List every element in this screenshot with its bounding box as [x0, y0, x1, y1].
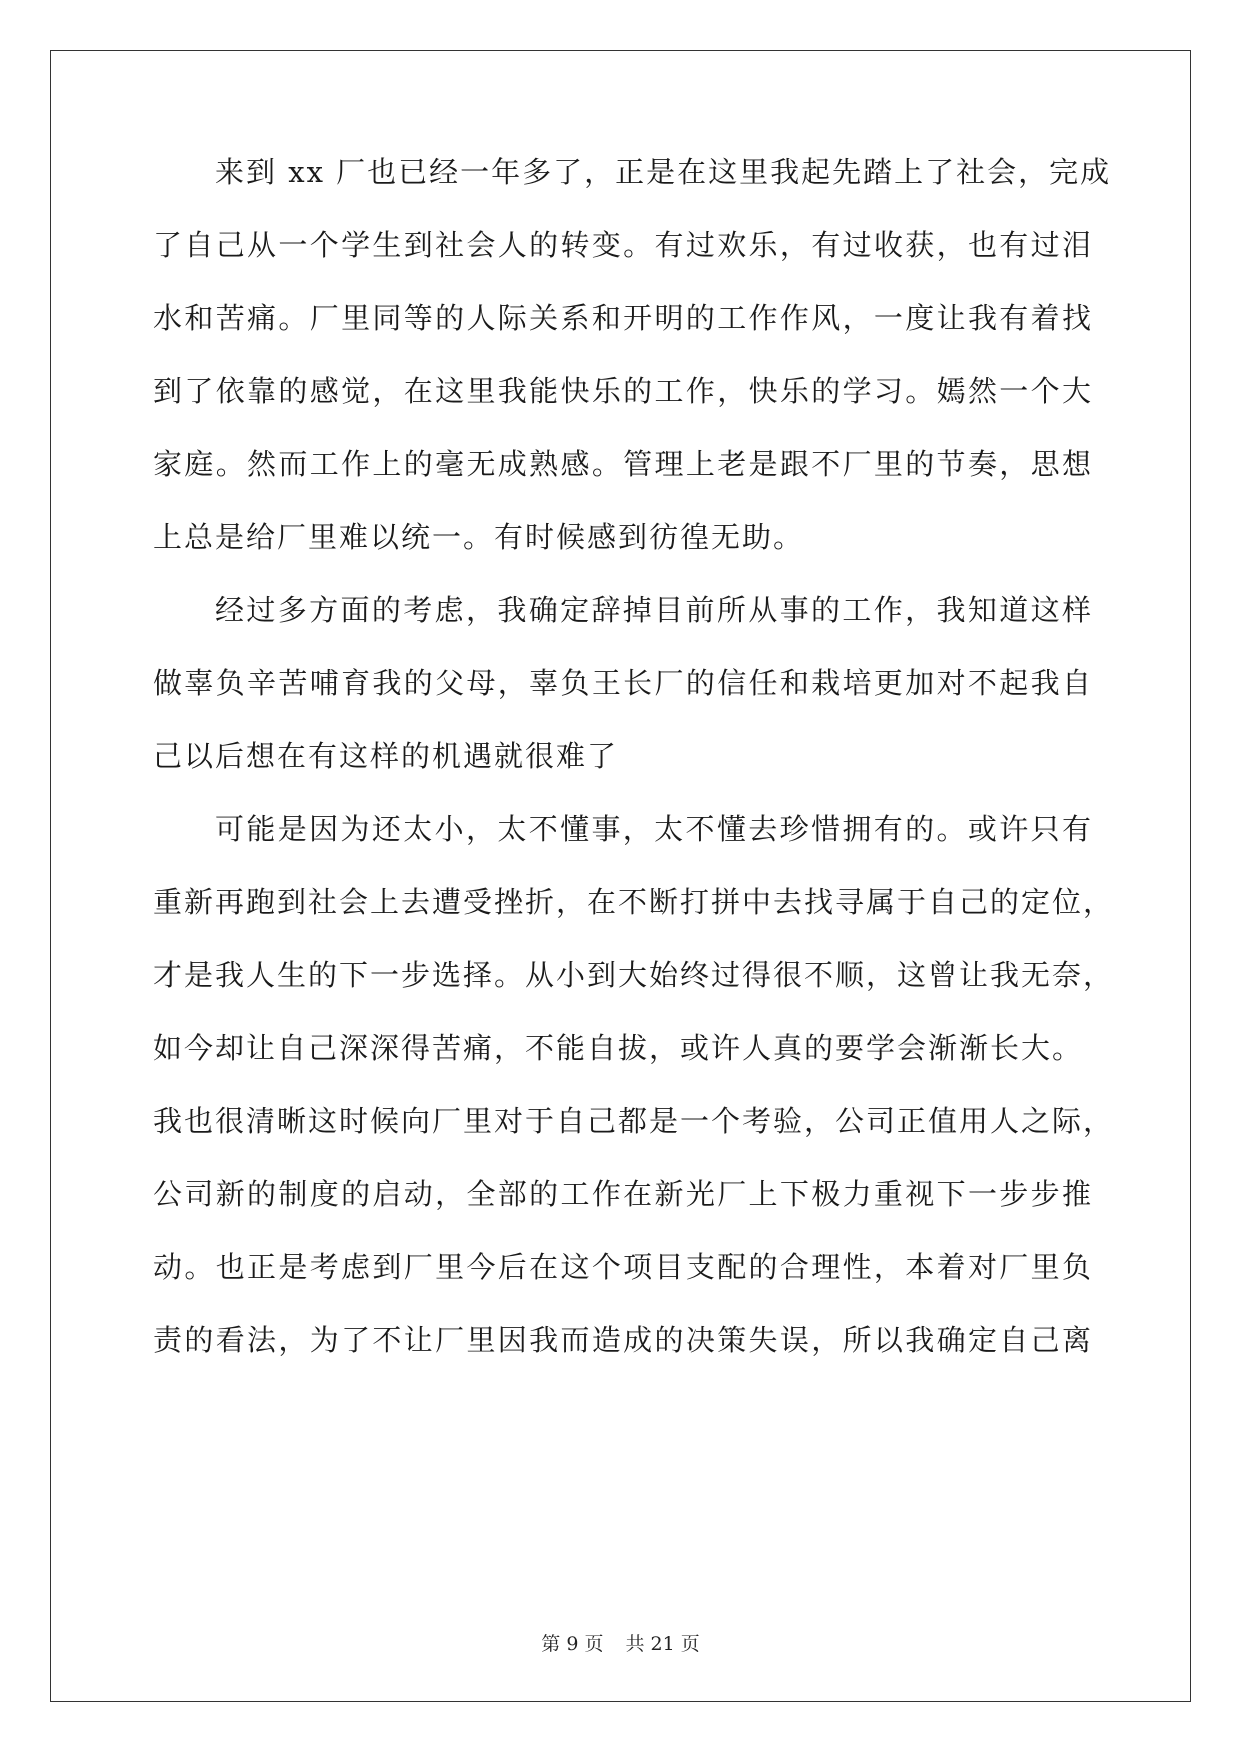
page-total: 共 21 页 [625, 1633, 700, 1655]
page-number: 第 9 页 [541, 1633, 604, 1655]
paragraph-1-line-1: 来到 xx 厂也已经一年多了，正是在这里我起先踏上了社会，完成 [215, 155, 1112, 189]
paragraph-1-line-5: 家庭。然而工作上的毫无成熟感。管理上老是跟不厂里的节奏，思想 [153, 447, 1093, 481]
paragraph-3-line-3: 才是我人生的下一步选择。从小到大始终过得很不顺，这曾让我无奈， [153, 958, 1115, 992]
paragraph-3-line-4: 如今却让自己深深得苦痛，不能自拔，或许人真的要学会渐渐长大。 [153, 1031, 1084, 1065]
paragraph-1-line-3: 水和苦痛。厂里同等的人际关系和开明的工作作风，一度让我有着找 [153, 301, 1093, 335]
page-footer [0, 1632, 1241, 1656]
paragraph-3-line-1: 可能是因为还太小，太不懂事，太不懂去珍惜拥有的。或许只有 [215, 812, 1093, 846]
paragraph-3-line-7: 动。也正是考虑到厂里今后在这个项目支配的合理性，本着对厂里负 [153, 1250, 1093, 1284]
paragraph-3-line-8: 责的看法，为了不让厂里因我而造成的决策失误，所以我确定自己离 [153, 1323, 1093, 1357]
paragraph-3-line-6: 公司新的制度的启动，全部的工作在新光厂上下极力重视下一步步推 [153, 1177, 1093, 1211]
paragraph-1-line-2: 了自己从一个学生到社会人的转变。有过欢乐，有过收获，也有过泪 [153, 228, 1093, 262]
paragraph-2-line-3: 己以后想在有这样的机遇就很难了 [153, 739, 619, 773]
paragraph-2-line-1: 经过多方面的考虑，我确定辞掉目前所从事的工作，我知道这样 [215, 593, 1093, 627]
paragraph-1-line-6: 上总是给厂里难以统一。有时候感到彷徨无助。 [153, 520, 805, 554]
paragraph-1-line-4: 到了依靠的感觉，在这里我能快乐的工作，快乐的学习。嫣然一个大 [153, 374, 1093, 408]
paragraph-3-line-5: 我也很清晰这时候向厂里对于自己都是一个考验，公司正值用人之际， [153, 1104, 1115, 1138]
paragraph-3-line-2: 重新再跑到社会上去遭受挫折，在不断打拼中去找寻属于自己的定位， [153, 885, 1115, 919]
paragraph-2-line-2: 做辜负辛苦哺育我的父母，辜负王长厂的信任和栽培更加对不起我自 [153, 666, 1093, 700]
